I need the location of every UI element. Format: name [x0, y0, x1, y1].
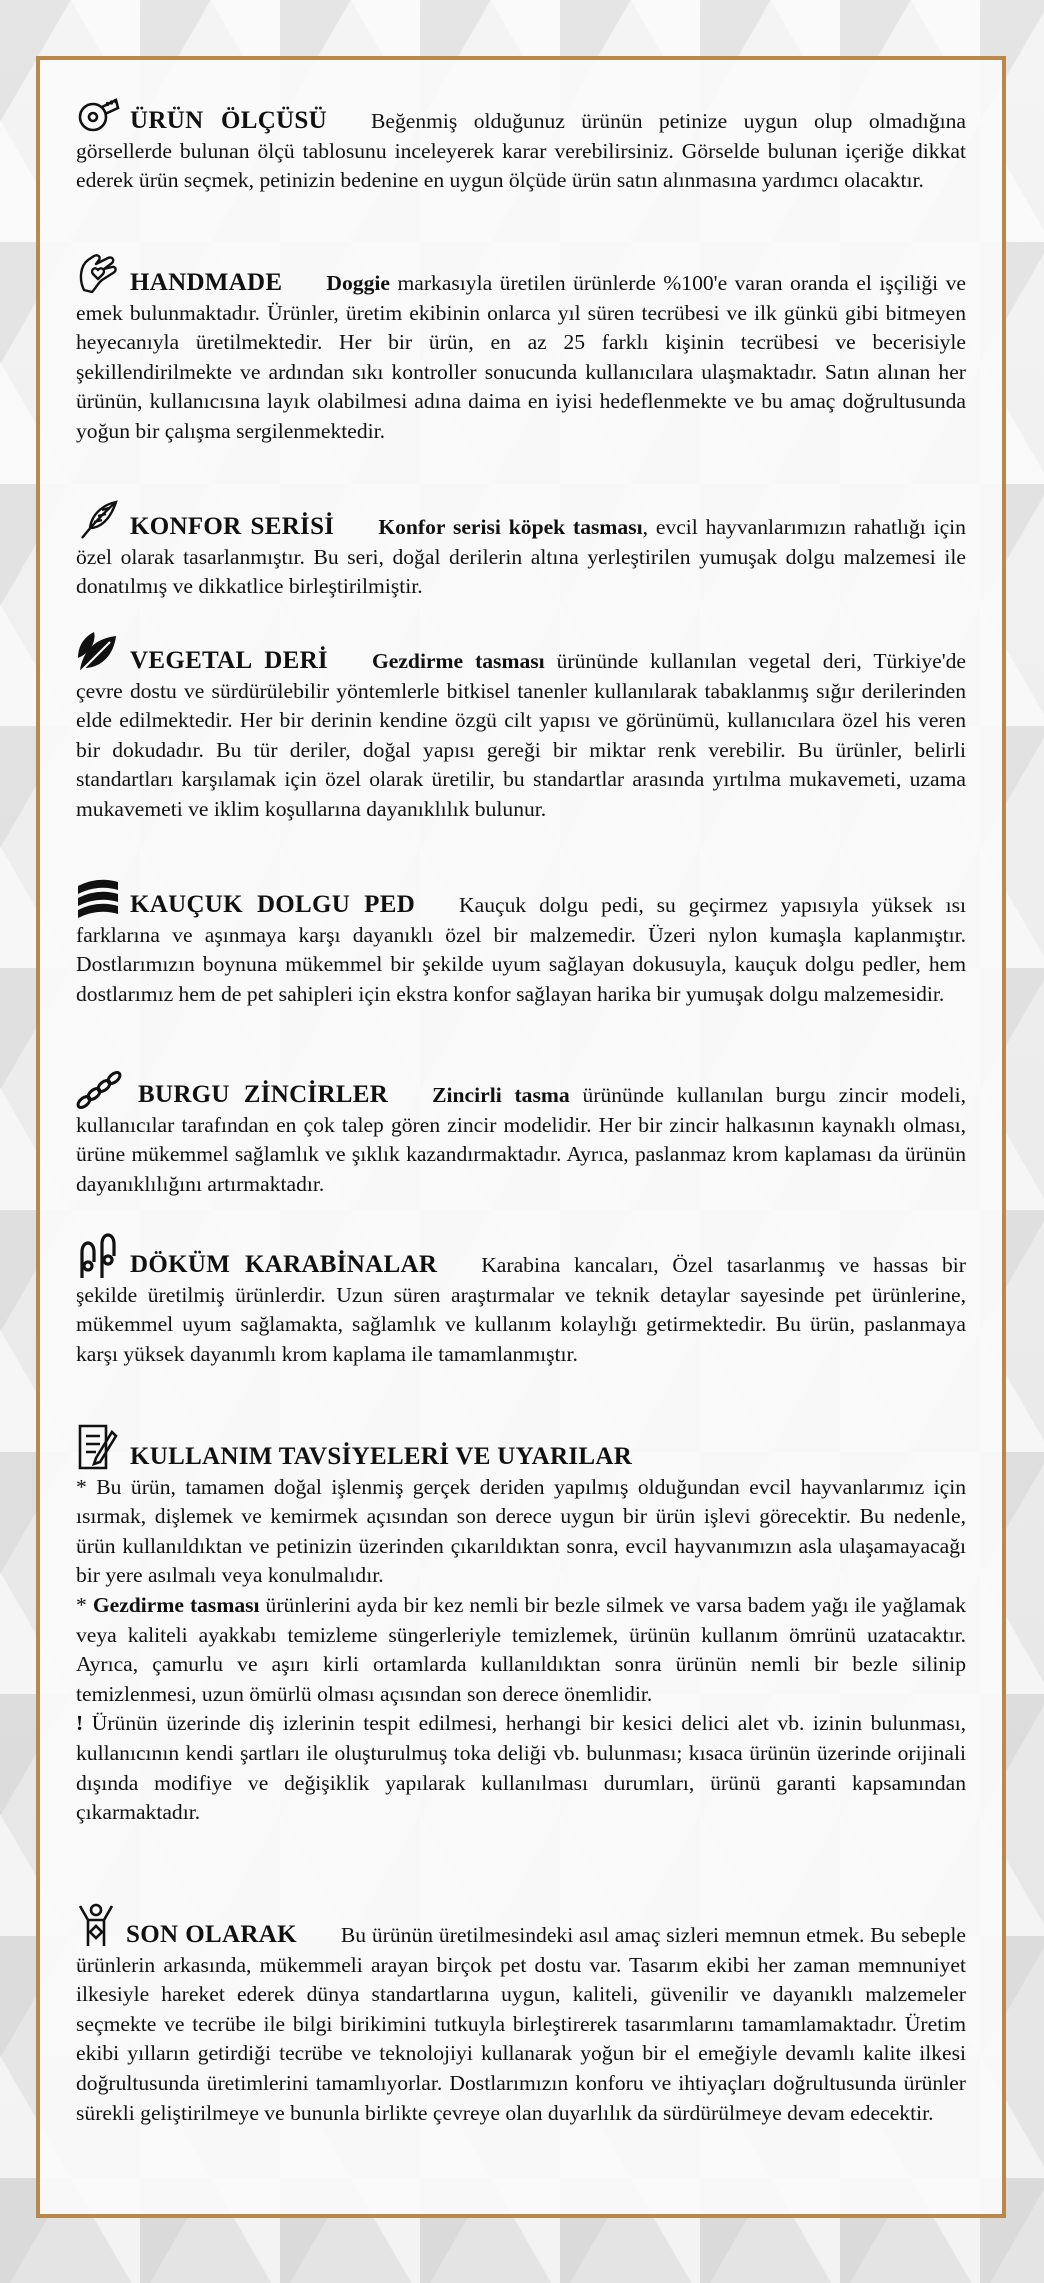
section-body: ürününde kullanılan burgu zincir modeli, kullanıcılar tarafından en çok talep gören zincir modelidir. Her bir zincir halkasının kaynaklı olması, ürüne mükemmel sağlamlık ve şıklık kazandırmaktadır. Ayrıca, paslanmaz krom kaplaması da ürünün dayanıklılığını artırmaktadır.: [76, 1083, 967, 1196]
section-body: Bu ürünün üretilmesindeki asıl amaç sizleri memnun etmek. Bu sebeple ürünlerin arkasında, mükemmeli arayan birçok pet dostu var. Tasarım ekibi her zaman memnuniyet ilkesiyle hareket ederek dünya standartlarına uygun, kaliteli, güvenilir ve dayanıklı malzemeler seçmekte ve tecrübe ile bilgi birikimini tutkuyla birleştirerek tasarımlarını tamamlamaktadır. Üretim ekibi yılların getirdiği tecrübe ve teknolojiyi kullanarak yoğun bir el emeğiyle devamlı kalite ilkesi doğrultusunda üretimlerini tamamlıyorlar. Dostlarımızın konforu ve ihtiyaçları doğrultusunda ürünler sürekli geliştirilmeye ve bununla birlikte çevreye olan duyarlılık da sürdürülmeye devam edecektir.: [76, 1923, 967, 2125]
section-body: ürününde kullanılan vegetal deri, Türkiye'de çevre dostu ve sürdürülebilir yöntemlerle bitkisel tanenler kullanılarak tabaklanmış sığır derilerinden elde edilmektedir. Her bir derinin kendine özgü cilt yapısı ve görünümü, kullanıcılara özel his veren bir dokudadır. Bu tür deriler, doğal yapısı gereği bir miktar renk verebilir. Bu ürünler, belirli standartları karşılamak için özel olarak üretilir, bu standartlar arasında yırtılma mukavemeti, uzama mukavemeti ve iklim koşullarına dayanıklılık bulunur.: [76, 649, 966, 821]
section-son-olarak: [76, 1902, 966, 2128]
product-name: Gezdirme tasması: [371, 649, 545, 673]
usage-paragraph-2: [76, 1591, 966, 1709]
section-dokum-karabinalar: [76, 1232, 966, 1369]
section-konfor-serisi: [76, 498, 966, 602]
warning-mark: !: [76, 1711, 84, 1736]
chain-icon: [76, 1068, 128, 1110]
section-heading: SON OLARAK: [126, 1921, 297, 1948]
layers-icon: [76, 876, 120, 920]
usage-text: Ürünün üzerinde diş izlerinin tespit edilmesi, herhangi bir kesici delici alet vb. izinin bulunması, kullanıcının kendi şartları ile oluşturulmuş toka deliği vb. bulunması; kısaca ürünün üzerinde orijinali dışında modifiye ve değişiklik yapılarak kullanılması durumları, ürünü garanti kapsamından çıkarmaktadır.: [76, 1711, 966, 1825]
product-name: Zincirli tasma: [432, 1083, 570, 1107]
usage-text: ürünlerini ayda bir kez nemli bir bezle silmek ve varsa badem yağı ile yağlamak veya kaliteli ayakkabı temizleme süngerleriyle temizlemek, ürünün kullanım ömrünü uzatacaktır. Ayrıca, çamurlu ve aşırı kirli ortamlarda kullanıldıktan sonra ürünün nemli bir bezle silinip temizlenmesi, uzun ömürlü olması açısından son derece önemlidir.: [76, 1592, 966, 1706]
section-body: Karabina kancaları, Özel tasarlanmış ve hassas bir şekilde üretilmiş ürünlerdir. Uzun süren araştırmalar ve teknik detaylar sayesinde pet ürünlerine, mükemmel uyum sağlamakta, sağlamlık ve kullanım kolaylığı getirmektedir. Bu ürün, paslanmaya karşı yüksek dayanımlı krom kaplama ile tamamlanmıştır.: [76, 1253, 966, 1366]
usage-paragraph-3: [76, 1709, 966, 1827]
tape-measure-icon: [76, 96, 120, 136]
hand-heart-icon: [76, 250, 120, 298]
section-kullanim: [76, 1422, 966, 1828]
section-heading: KULLANIM TAVSİYELERİ VE UYARILAR: [130, 1443, 633, 1470]
section-heading: ÜRÜN ÖLÇÜSÜ: [130, 107, 327, 134]
section-heading: HANDMADE: [130, 269, 283, 296]
section-body: Kauçuk dolgu pedi, su geçirmez yapısıyla yüksek ısı farklarına ve aşınmaya karşı dayanıklı özel bir malzemedir. Üzeri nylon kumaşla kaplanmıştır. Dostlarımızın boynuna mükemmel bir şekilde uyum sağlayan dokusuyla, kauçuk dolgu pedler, hem dostlarımız hem de pet sahipleri için ekstra konfor sağlayan harika bir yumuşak dolgu malzemesidir.: [76, 893, 966, 1006]
section-body: Beğenmiş olduğunuz ürünün petinize uygun olup olmadığına görsellerde bulunan ölçü tablosunu inceleyerek karar verebilirsiniz. Görselde bulunan içeriğe dikkat ederek ürün seçmek, petinizin bedenine en uygun ölçüde ürün satın alınmasına yardımcı olacaktır.: [76, 109, 966, 193]
section-urun-olcusu: [76, 96, 966, 196]
section-body: , evcil hayvanlarımızın rahatlığı için özel olarak tasarlanmıştır. Bu seri, doğal derilerin altına yerleştirilen yumuşak dolgu malzemesi ile donatılmış ve dikkatlice birleştirilmiştir.: [76, 515, 966, 599]
section-burgu-zincirler: [76, 1068, 966, 1199]
product-name: Gezdirme tasması: [92, 1592, 260, 1617]
section-handmade: [76, 250, 966, 447]
section-body: markasıyla üretilen ürünlerde %100'e varan oranda el işçiliği ve emek bulunmaktadır. Ürünler, üretim ekibinin onlarca yıl süren tecrübesi ve ilk günkü gibi bitmeyen heyecanıyla üretilmektedir. Her bir ürün, en az 25 farklı kişinin tecrübesi ve becerisiyle şekillendirilmekte ve ardından sıkı kontroller sonucunda kullanıcılara ulaşmaktadır. Satın alınan her ürünün, kullanıcısına layık olabilmesi adına daima en iyisi hedeflenmekte ve bu amaç doğrultusunda yoğun bir çalışma sergilenmektedir.: [76, 271, 966, 443]
section-heading: VEGETAL DERİ: [130, 647, 328, 674]
carabiner-icon: [76, 1232, 120, 1280]
feather-icon: [76, 498, 120, 542]
leaf-icon: [76, 630, 120, 676]
section-heading: KAUÇUK DOLGU PED: [130, 891, 416, 918]
section-heading: KONFOR SERİSİ: [130, 513, 335, 540]
section-heading: DÖKÜM KARABİNALAR: [130, 1251, 438, 1278]
section-vegetal-deri: [76, 630, 966, 825]
section-heading: BURGU ZİNCİRLER: [138, 1081, 389, 1108]
usage-paragraph-1: * Bu ürün, tamamen doğal işlenmiş gerçek deriden yapılmış olduğundan evcil hayvanlarımız için ısırmak, dişlemek ve kemirmek açısından son derece uygun bir ürün işlevi görecektir. Bu nedenle, ürün kullanıldıktan ve petinizin üzerinden çıkarıldıktan sonra, evcil hayvanımızın asla ulaşamayacağı bir yere asılmalı veya konulmalıdır.: [76, 1474, 966, 1588]
person-celebrate-icon: [76, 1902, 116, 1950]
brand-name: Doggie: [326, 271, 390, 295]
section-kaucuk-dolgu-ped: [76, 876, 966, 1009]
usage-bullet: *: [76, 1592, 93, 1617]
product-name: Konfor serisi köpek tasması: [378, 515, 643, 539]
document-pen-icon: [76, 1422, 120, 1472]
